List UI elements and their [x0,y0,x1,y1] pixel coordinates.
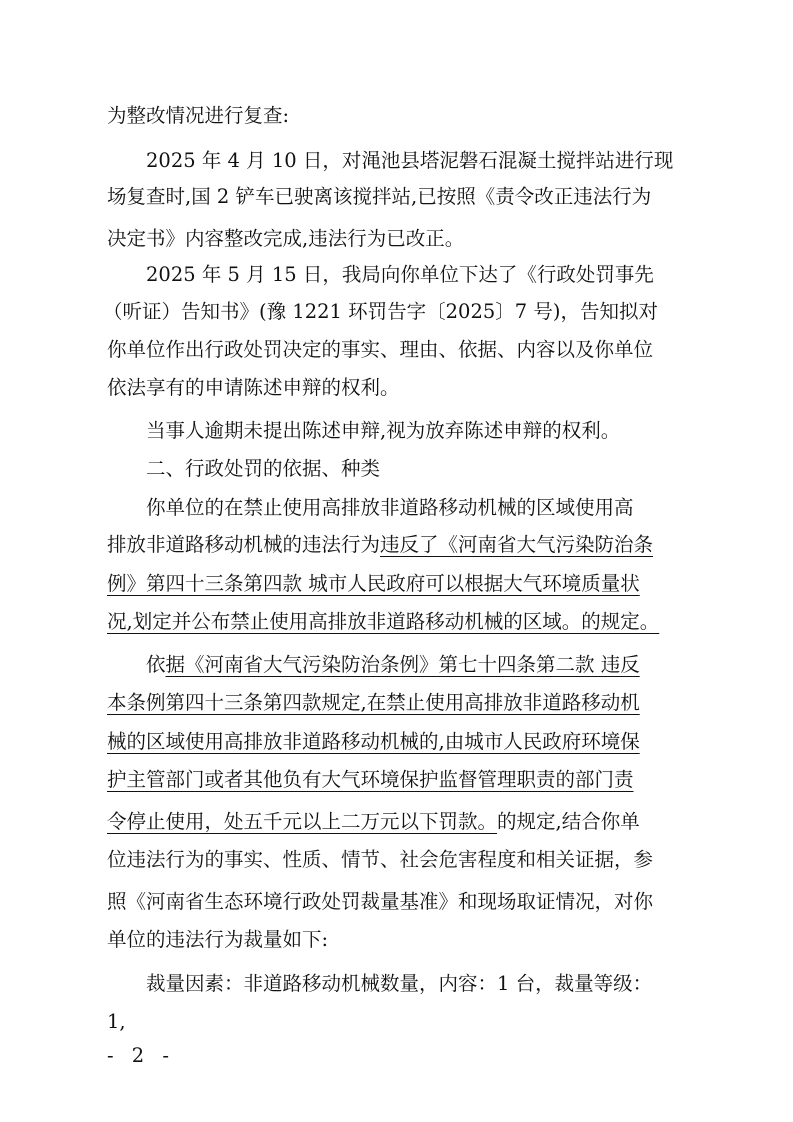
text-line-content [107,805,640,839]
text-line-content: 2025 年 4 月 10 日，对渑池县塔泥磐石混凝土搅拌站进行现 [146,149,674,172]
text-line-content: 当事人逾期未提出陈述申辩,视为放弃陈述申辩的权利。 [146,419,621,442]
text-line-content: （听证）告知书》(豫 1221 环罚告字〔2025〕7 号)，告知拟对 [103,300,658,323]
text-line-content: 你单位作出行政处罚决定的事实、理由、依据、内容以及你单位 [107,338,654,361]
text-line-content: 你单位的在禁止使用高排放非道路移动机械的区域使用高 [146,496,634,519]
text-line-content: 单位的违法行为裁量如下: [107,928,329,951]
text-line-content: 为整改情况进行复查: [107,104,290,127]
text-line-content: 裁量因素：非道路移动机械数量，内容：1 台，裁量等级： [146,972,653,995]
text-line-content: 2025 年 5 月 15 日，我局向你单位下达了《行政处罚事先 [146,263,654,286]
text-line-content [146,648,640,682]
section-heading-text: 二、行政处罚的依据、种类 [146,457,381,480]
underlined-citation: 据《河南省大气污染防治条例》第七十四条第二款 违反 [165,653,640,676]
text-segment: 依 [146,653,166,676]
text-segment: 的规定,结合你单 [497,810,640,833]
text-line-content: 场复查时,国 2 铲车已驶离该搅拌站,已按照《责令改正违法行为 [107,185,652,208]
text-line-content: 照《河南省生态环境行政处罚裁量基准》和现场取证情况，对你 [107,890,654,913]
text-line-content: 位违法行为的事实、性质、情节、社会危害程度和相关证据，参 [107,848,654,871]
text-segment: 排放非道路移动机械的违法行为 [107,533,381,556]
page-number: - 2 - [107,1044,175,1067]
underlined-citation: 本条例第四十三条第四款规定,在禁止使用高排放非道路移动机 [107,691,640,714]
underlined-citation: 违反了《河南省大气污染防治条 [380,533,654,556]
text-line-content: 决定书》内容整改完成,违法行为已改正。 [107,227,465,250]
text-line-content [107,528,653,562]
underlined-citation: 械的区域使用高排放非道路移动机械的,由城市人民政府环境保 [107,730,640,753]
text-line-content: 依法享有的申请陈述申辩的权利。 [107,376,400,399]
underlined-citation: 令停止使用，处五千元以上二万元以下罚款。 [107,810,498,833]
underlined-citation: 况,划定并公布禁止使用高排放非道路移动机械的区域。的规定。 [107,610,660,633]
underlined-citation: 护主管部门或者其他负有大气环境保护监督管理职责的部门责 [107,768,634,791]
text-line-content: 1, [107,1010,126,1033]
underlined-citation: 例》第四十三条第四款 城市人民政府可以根据大气环境质量状 [107,572,640,595]
